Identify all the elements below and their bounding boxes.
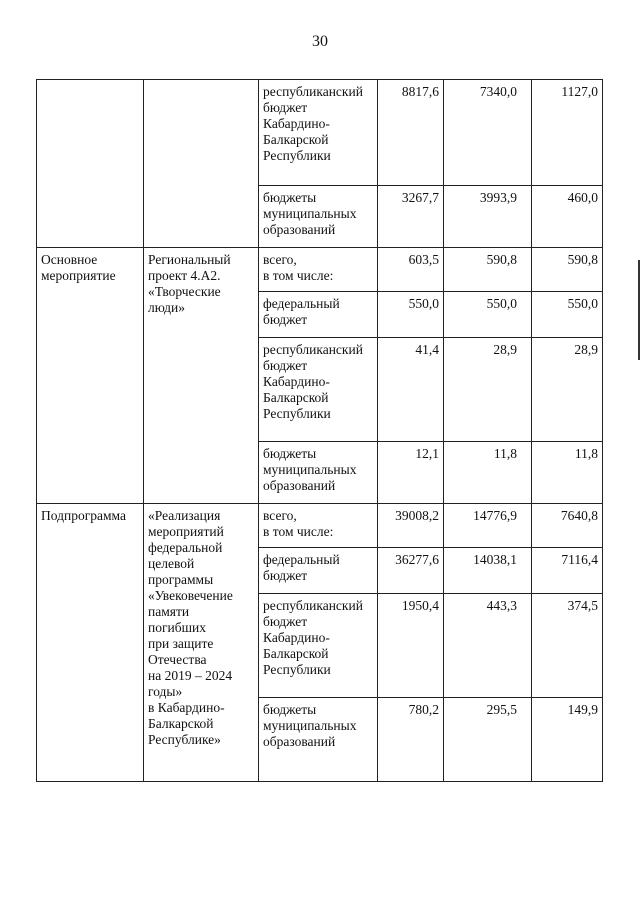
amount-cell-year-2: 14038,1	[444, 548, 532, 594]
funding-source-cell: всего, в том числе:	[259, 504, 378, 548]
amount-cell-year-1: 8817,6	[378, 80, 444, 186]
item-type-cell	[37, 80, 144, 248]
funding-source-cell: бюджеты муниципальных образований	[259, 442, 378, 504]
amount-cell-year-2: 590,8	[444, 248, 532, 292]
funding-source-cell: республиканский бюджет Кабардино- Балкарской Республики	[259, 338, 378, 442]
funding-source-cell: федеральный бюджет	[259, 548, 378, 594]
amount-cell-year-2: 443,3	[444, 594, 532, 698]
amount-cell-year-3: 7116,4	[532, 548, 603, 594]
amount-cell-year-2: 550,0	[444, 292, 532, 338]
amount-cell-year-3: 7640,8	[532, 504, 603, 548]
item-name-cell: «Реализация мероприятий федеральной целевой программы «Увековечение памяти погибших при защите Отечества на 2019 – 2024 годы» в Кабардино- Балкарской Республике»	[144, 504, 259, 782]
amount-cell-year-1: 1950,4	[378, 594, 444, 698]
funding-source-cell: федеральный бюджет	[259, 292, 378, 338]
funding-source-cell: бюджеты муниципальных образований	[259, 698, 378, 782]
amount-cell-year-3: 590,8	[532, 248, 603, 292]
amount-cell-year-1: 603,5	[378, 248, 444, 292]
item-name-cell	[144, 80, 259, 248]
amount-cell-year-3: 1127,0	[532, 80, 603, 186]
amount-cell-year-1: 39008,2	[378, 504, 444, 548]
amount-cell-year-1: 780,2	[378, 698, 444, 782]
amount-cell-year-2: 3993,9	[444, 186, 532, 248]
budget-table	[36, 79, 603, 782]
table-row	[37, 248, 603, 292]
amount-cell-year-1: 12,1	[378, 442, 444, 504]
funding-source-cell: всего, в том числе:	[259, 248, 378, 292]
item-type-cell: Основное мероприятие	[37, 248, 144, 504]
page-number: 30	[312, 33, 328, 50]
amount-cell-year-1: 3267,7	[378, 186, 444, 248]
amount-cell-year-3: 550,0	[532, 292, 603, 338]
funding-source-cell: республиканский бюджет Кабардино- Балкарской Республики	[259, 594, 378, 698]
amount-cell-year-2: 14776,9	[444, 504, 532, 548]
amount-cell-year-3: 374,5	[532, 594, 603, 698]
amount-cell-year-2: 11,8	[444, 442, 532, 504]
amount-cell-year-2: 295,5	[444, 698, 532, 782]
funding-source-cell: бюджеты муниципальных образований	[259, 186, 378, 248]
amount-cell-year-1: 41,4	[378, 338, 444, 442]
amount-cell-year-3: 149,9	[532, 698, 603, 782]
amount-cell-year-2: 7340,0	[444, 80, 532, 186]
item-type-cell: Подпрограмма	[37, 504, 144, 782]
funding-source-cell: республиканский бюджет Кабардино- Балкарской Республики	[259, 80, 378, 186]
item-name-cell: Региональный проект 4.А2. «Творческие люди»	[144, 248, 259, 504]
amount-cell-year-1: 36277,6	[378, 548, 444, 594]
amount-cell-year-3: 28,9	[532, 338, 603, 442]
amount-cell-year-3: 460,0	[532, 186, 603, 248]
amount-cell-year-3: 11,8	[532, 442, 603, 504]
table-row	[37, 504, 603, 548]
amount-cell-year-1: 550,0	[378, 292, 444, 338]
amount-cell-year-2: 28,9	[444, 338, 532, 442]
table-row	[37, 80, 603, 186]
